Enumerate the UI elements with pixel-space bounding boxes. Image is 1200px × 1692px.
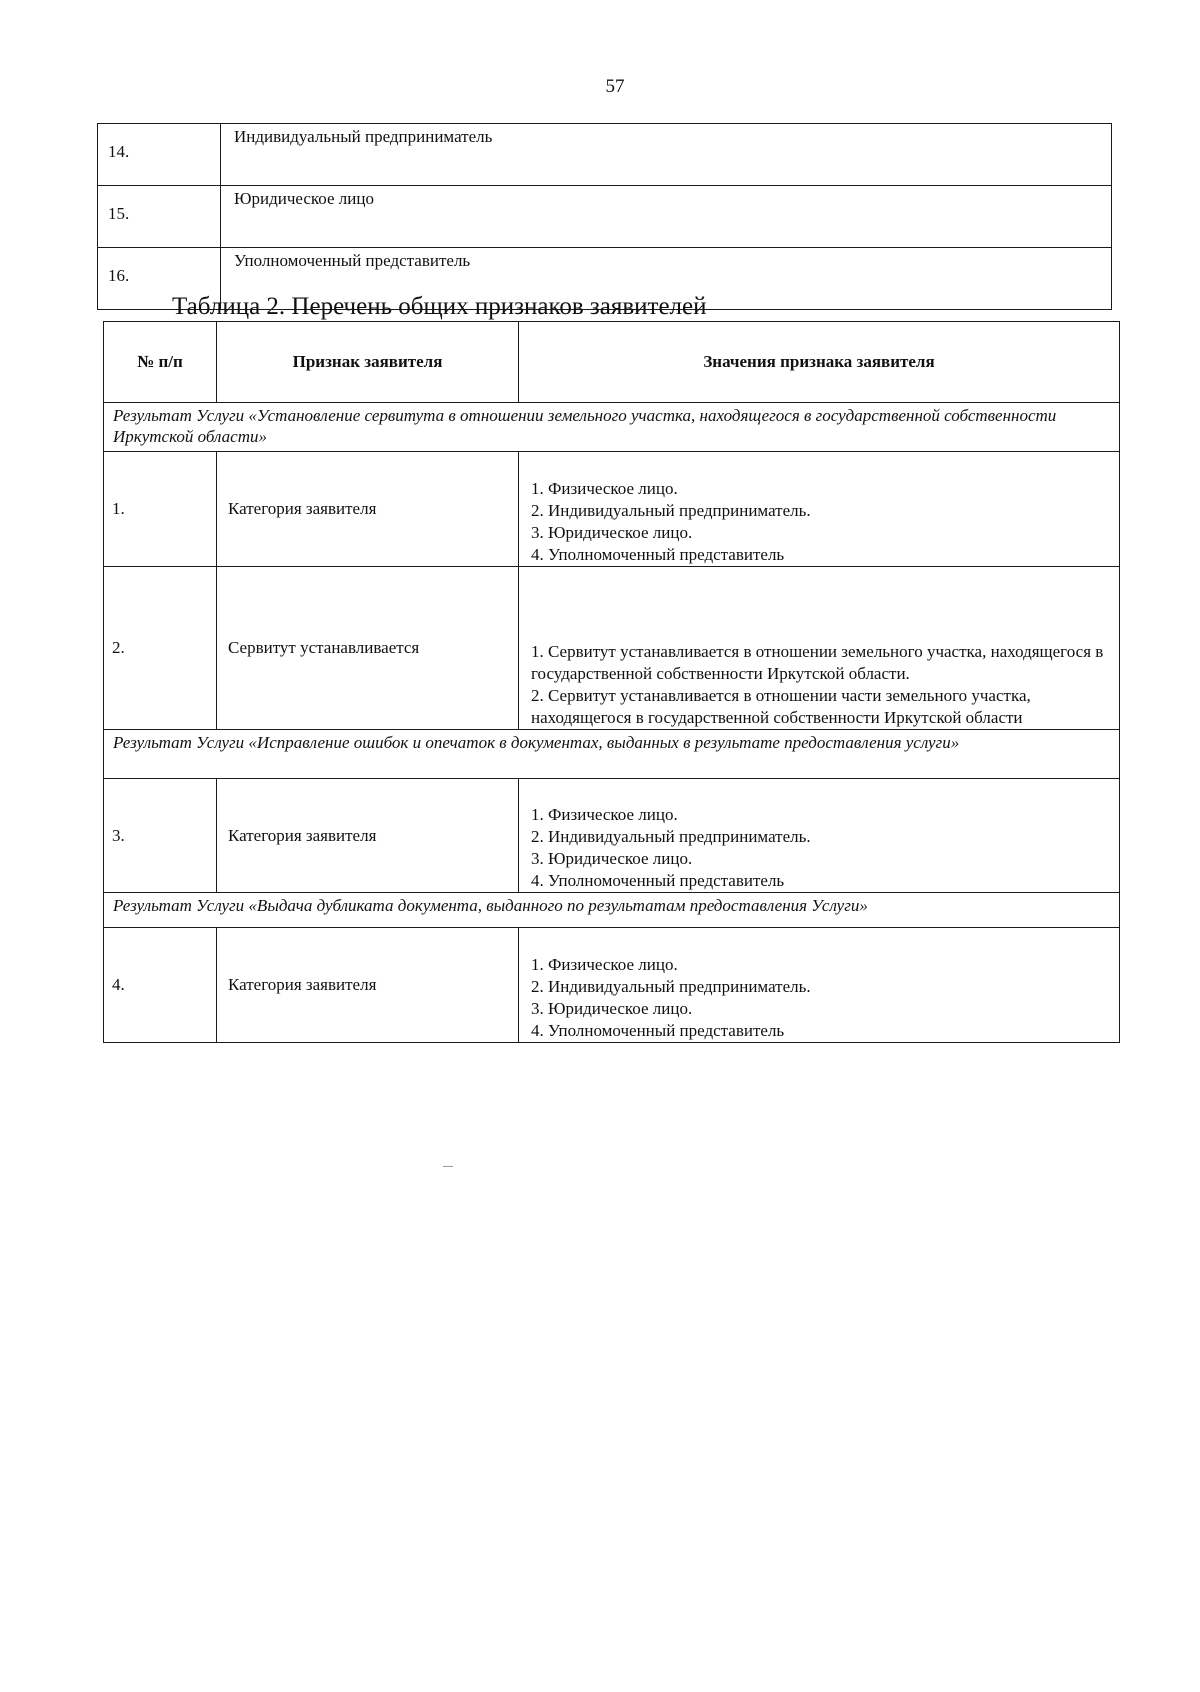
table-caption: Таблица 2. Перечень общих признаков заявителей: [172, 293, 707, 320]
page-number: 57: [605, 76, 625, 97]
section-row: [104, 730, 1120, 779]
value-item: 1. Сервитут устанавливается в отношении земельного участка, находящегося в государственной собственности Иркутской области.: [531, 642, 1104, 683]
value-item: 4. Уполномоченный представитель: [531, 871, 785, 890]
row-feature: Категория заявителя: [217, 452, 519, 567]
table-row: [104, 567, 1120, 730]
value-item: 1. Физическое лицо.: [531, 805, 678, 824]
value-item: 3. Юридическое лицо.: [531, 523, 693, 542]
table-row: [104, 779, 1120, 893]
section-row: [104, 893, 1120, 928]
table-row: [104, 928, 1120, 1043]
row-values: [519, 567, 1120, 730]
row-values: [519, 928, 1120, 1043]
value-item: 4. Уполномоченный представитель: [531, 1021, 785, 1040]
row-feature: Категория заявителя: [217, 779, 519, 893]
value-item: 2. Индивидуальный предприниматель.: [531, 827, 811, 846]
value-item: 1. Физическое лицо.: [531, 955, 678, 974]
section-title: Результат Услуги «Установление сервитута в отношении земельного участка, находящегося в государственной собственности Иркутской области»: [104, 403, 1120, 452]
table-row: [98, 124, 1112, 186]
value-item: 4. Уполномоченный представитель: [531, 545, 785, 564]
header-num: № п/п: [104, 322, 217, 403]
header-row: [104, 322, 1120, 403]
value-item: 3. Юридическое лицо.: [531, 849, 693, 868]
value-item: 3. Юридическое лицо.: [531, 999, 693, 1018]
value-item: 2. Индивидуальный предприниматель.: [531, 501, 811, 520]
row-value: Уполномоченный представитель: [221, 248, 1112, 310]
row-number: 16.: [98, 248, 221, 310]
continuation-table: [97, 123, 1112, 310]
scan-artifact: [443, 1166, 453, 1167]
table-row: [104, 452, 1120, 567]
value-item: 2. Сервитут устанавливается в отношении части земельного участка, находящегося в государственной собственности Иркутской области: [531, 686, 1031, 727]
row-number: 1.: [104, 452, 217, 567]
row-feature: Категория заявителя: [217, 928, 519, 1043]
row-value: Индивидуальный предприниматель: [221, 124, 1112, 186]
row-number: 15.: [98, 186, 221, 248]
row-number: 3.: [104, 779, 217, 893]
value-item: 1. Физическое лицо.: [531, 479, 678, 498]
section-title: Результат Услуги «Исправление ошибок и опечаток в документах, выданных в результате предоставления услуги»: [104, 730, 1120, 779]
header-feature: Признак заявителя: [217, 322, 519, 403]
applicant-features-table: [103, 321, 1120, 1043]
section-row: [104, 403, 1120, 452]
section-title: Результат Услуги «Выдача дубликата документа, выданного по результатам предоставления Услуги»: [104, 893, 1120, 928]
row-number: 2.: [104, 567, 217, 730]
row-value: Юридическое лицо: [221, 186, 1112, 248]
row-number: 14.: [98, 124, 221, 186]
row-feature: Сервитут устанавливается: [217, 567, 519, 730]
row-values: [519, 779, 1120, 893]
table-row: [98, 186, 1112, 248]
row-values: [519, 452, 1120, 567]
value-item: 2. Индивидуальный предприниматель.: [531, 977, 811, 996]
row-number: 4.: [104, 928, 217, 1043]
header-values: Значения признака заявителя: [519, 322, 1120, 403]
